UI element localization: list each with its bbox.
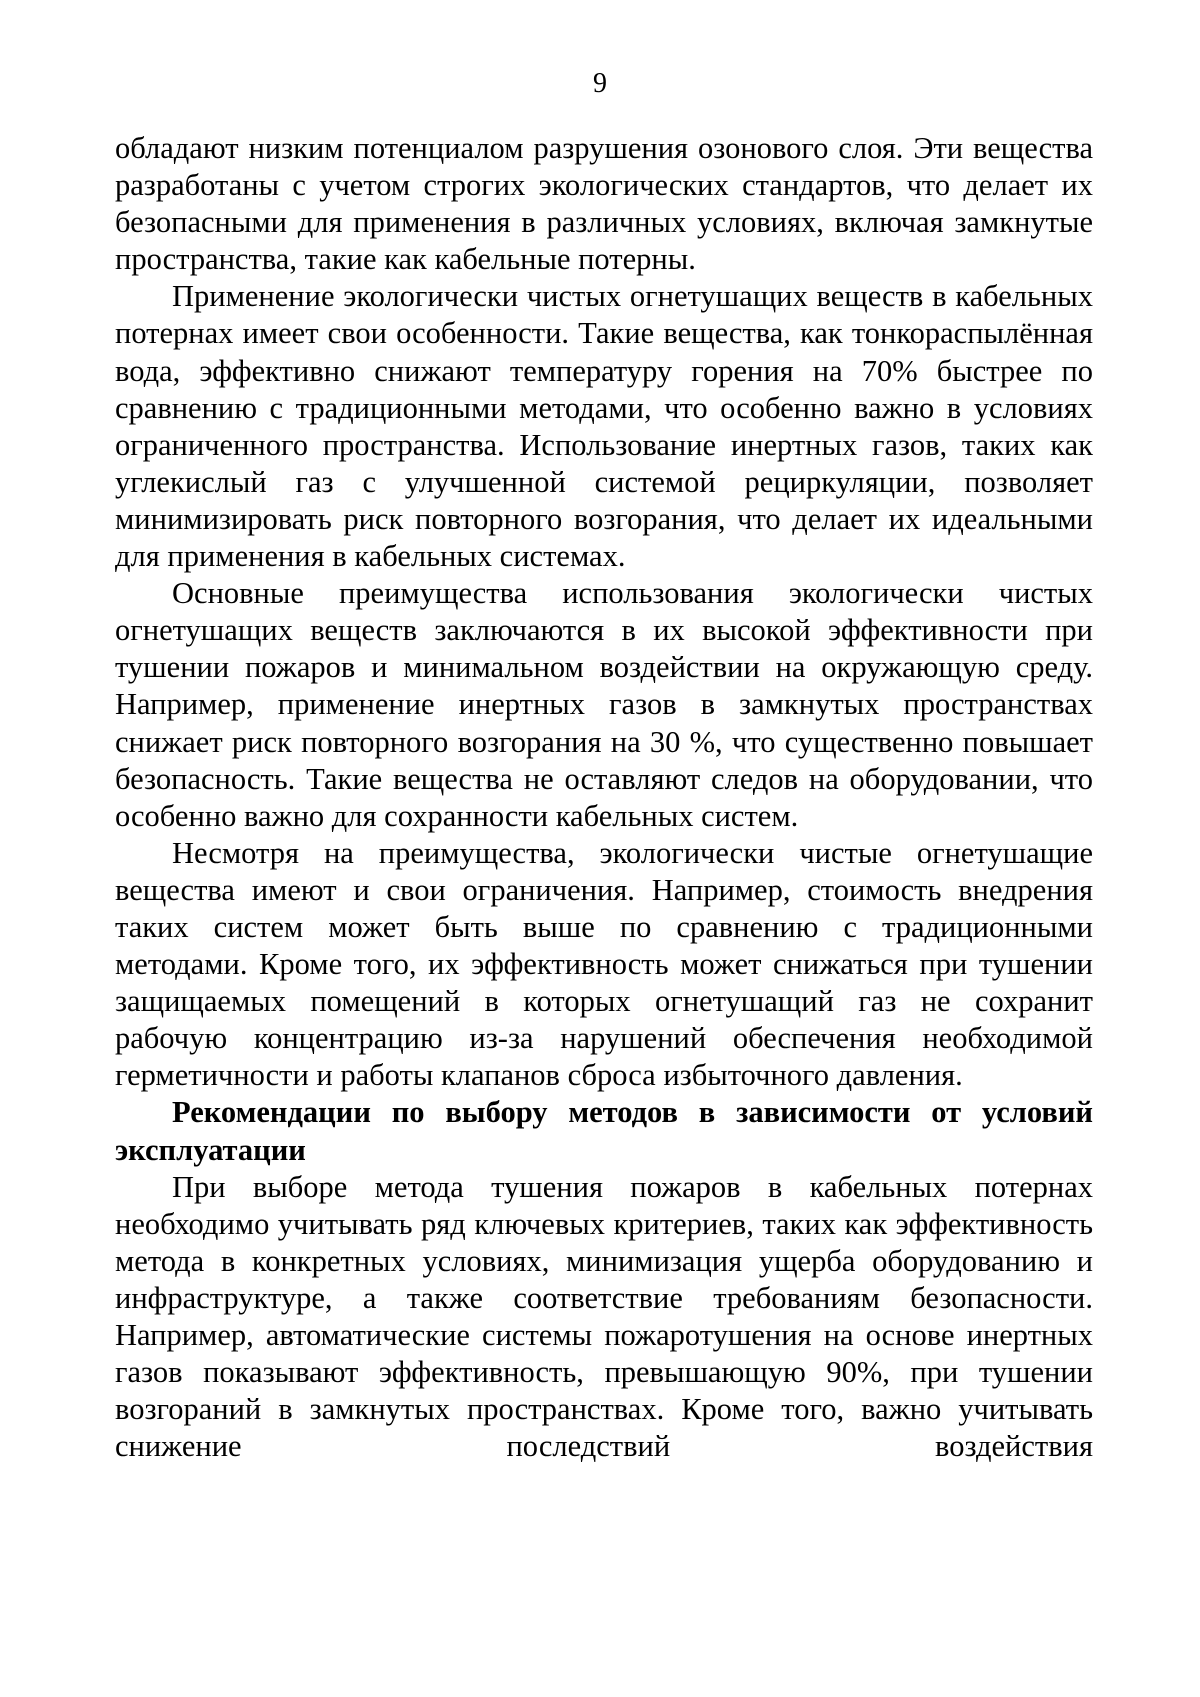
paragraph-advantages: Основные преимущества использования экологически чистых огнетушащих веществ заключаются в их высокой эффективности при тушении пожаров и минимальном воздействии на окружающую среду. Например, применение инертных газов в замкнутых пространствах снижает риск повторного возгорания на 30 %, что существенно повышает безопасность. Такие вещества не оставляют следов на оборудовании, что особенно важно для сохранности кабельных систем.	[115, 576, 1093, 833]
section-heading: Рекомендации по выбору методов в зависимости от условий эксплуатации	[115, 1095, 1093, 1167]
paragraph-application-features: Применение экологически чистых огнетушащих веществ в кабельных потернах имеет свои особенности. Такие вещества, как тонкораспылённая вода, эффективно снижают температуру горения на 70% быстрее по сравнению с традиционными методами, что особенно важно в условиях ограниченного пространства. Использование инертных газов, таких как углекислый газ с улучшенной системой рециркуляции, позволяет минимизировать риск повторного возгорания, что делает их идеальными для применения в кабельных системах.	[115, 279, 1093, 574]
page-number: 9	[593, 68, 607, 99]
paragraph-limitations: Несмотря на преимущества, экологически чистые огнетушащие вещества имеют и свои ограничения. Например, стоимость внедрения таких систем может быть выше по сравнению с традиционными методами. Кроме того, их эффективность может снижаться при тушении защищаемых помещений в которых огнетушащий газ не сохранит рабочую концентрацию из-за нарушений обеспечения необходимой герметичности и работы клапанов сброса избыточного давления.	[115, 835, 1093, 1093]
page-body	[115, 130, 1093, 1465]
paragraph-continuation: обладают низким потенциалом разрушения озонового слоя. Эти вещества разработаны с учетом строгих экологических стандартов, что делает их безопасными для применения в различных условиях, включая замкнутые пространства, такие как кабельные потерны.	[115, 131, 1093, 277]
paragraph-method-selection: При выборе метода тушения пожаров в кабельных потернах необходимо учитывать ряд ключевых критериев, таких как эффективность метода в конкретных условиях, минимизация ущерба оборудованию и инфраструктуре, а также соответствие требованиям безопасности. Например, автоматические системы пожаротушения на основе инертных газов показывают эффективность, превышающую 90%, при тушении возгораний в замкнутых пространствах. Кроме того, важно учитывать снижение последствий воздействия	[115, 1169, 1093, 1464]
